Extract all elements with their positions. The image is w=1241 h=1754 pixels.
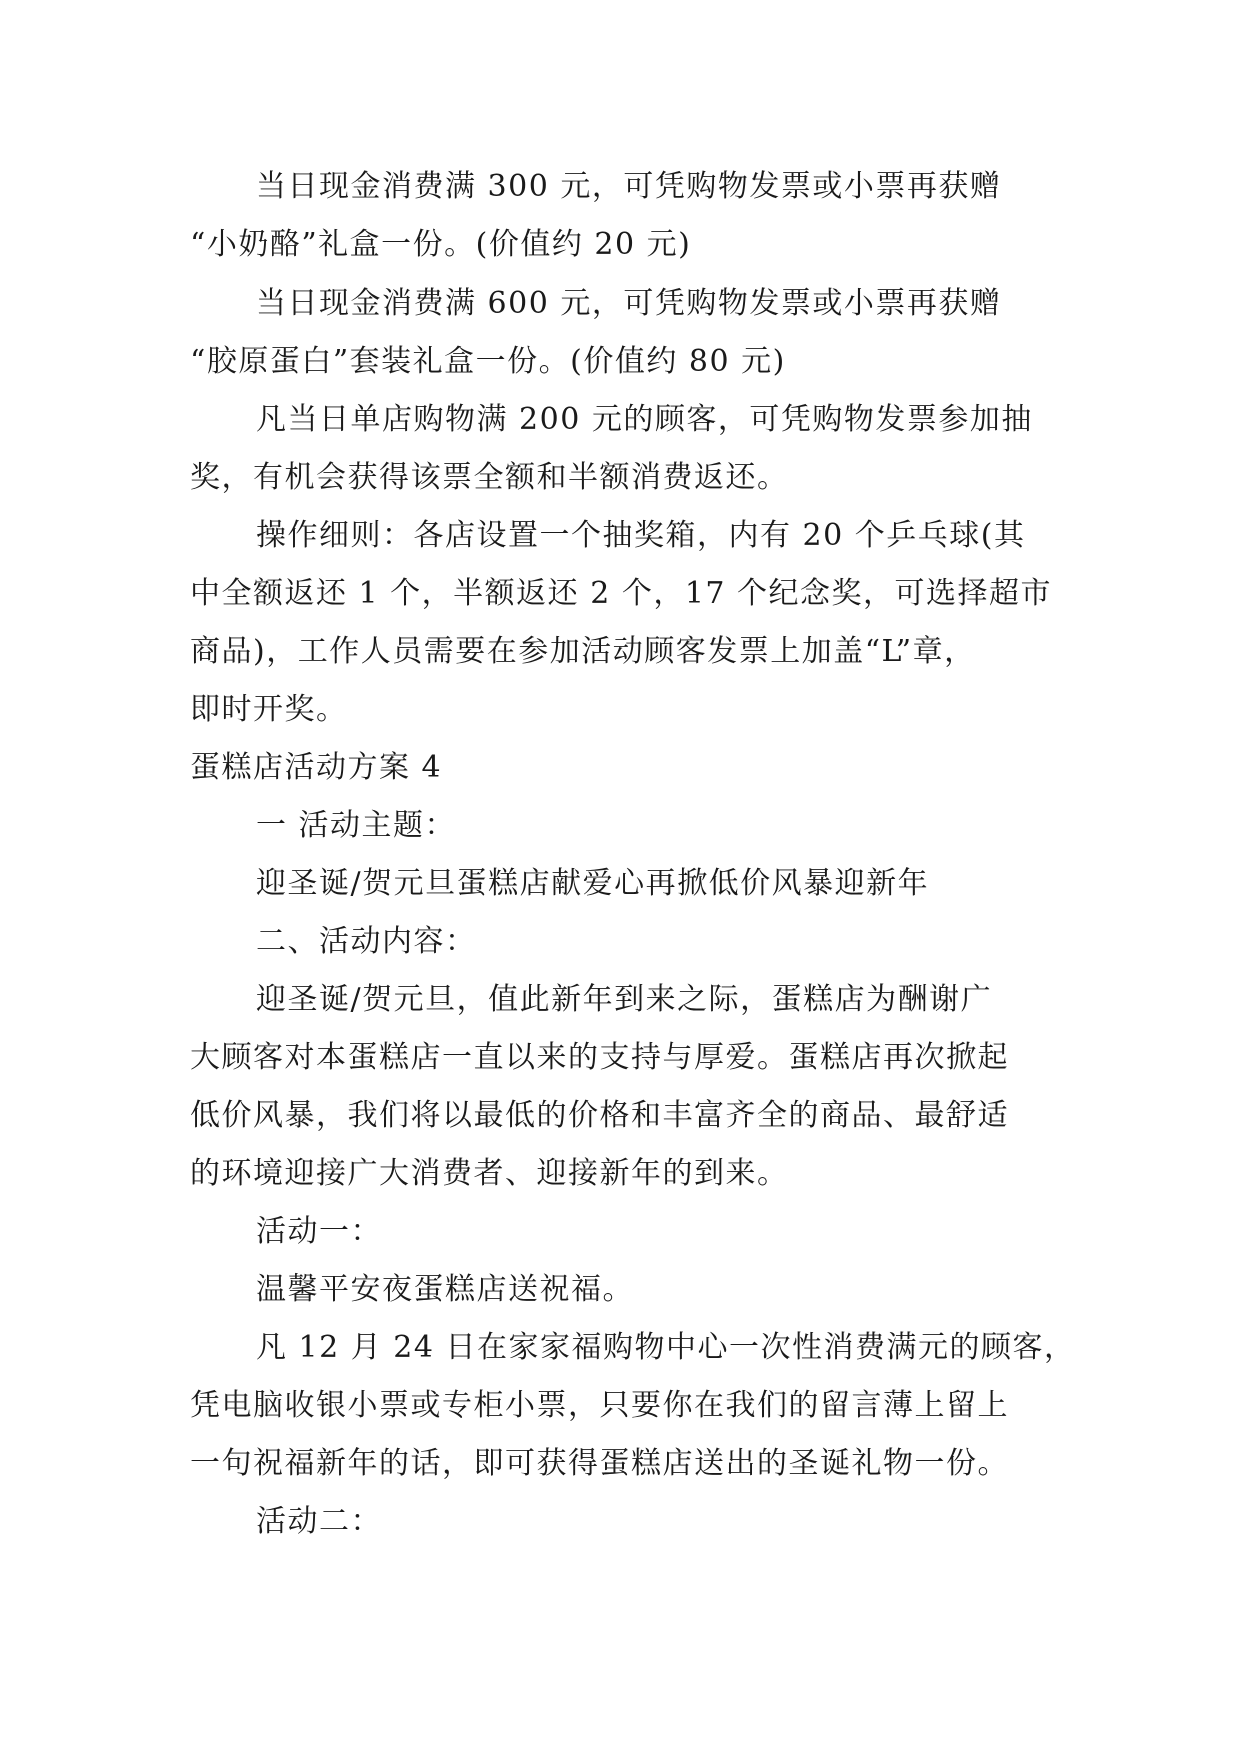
paragraph-line: 即时开奖。 [190, 692, 348, 727]
paragraph-line: “小奶酪”礼盒一份。(价值约 20 元) [190, 227, 692, 262]
paragraph-line: 凡 12 月 24 日在家家福购物中心一次性消费满元的顾客， [256, 1330, 1076, 1365]
paragraph-line: 活动一： [256, 1214, 382, 1249]
paragraph-line: 温馨平安夜蛋糕店送祝福。 [256, 1272, 634, 1307]
paragraph-line: 迎圣诞/贺元旦，值此新年到来之际，蛋糕店为酬谢广 [256, 982, 993, 1017]
paragraph-line: 凭电脑收银小票或专柜小票，只要你在我们的留言薄上留上 [190, 1388, 1009, 1423]
paragraph-line: 奖，有机会获得该票全额和半额消费返还。 [190, 460, 789, 495]
paragraph-line: 活动二： [256, 1504, 382, 1539]
paragraph-line: 大顾客对本蛋糕店一直以来的支持与厚爱。蛋糕店再次掀起 [190, 1040, 1009, 1075]
section-heading: 蛋糕店活动方案 4 [190, 750, 443, 785]
paragraph-line: 当日现金消费满 300 元，可凭购物发票或小票再获赠 [256, 169, 1002, 204]
paragraph-line: 迎圣诞/贺元旦蛋糕店献爱心再掀低价风暴迎新年 [256, 866, 930, 901]
paragraph-line: 凡当日单店购物满 200 元的顾客，可凭购物发票参加抽 [256, 402, 1033, 437]
paragraph-line: 商品)，工作人员需要在参加活动顾客发票上加盖“L”章， [190, 634, 976, 669]
paragraph-line: 中全额返还 1 个，半额返还 2 个，17 个纪念奖，可选择超市 [190, 576, 1053, 611]
paragraph-line: 低价风暴，我们将以最低的价格和丰富齐全的商品、最舒适 [190, 1098, 1009, 1133]
paragraph-line: “胶原蛋白”套装礼盒一份。(价值约 80 元) [190, 344, 786, 379]
paragraph-line: 二、活动内容： [256, 924, 477, 959]
paragraph-line: 当日现金消费满 600 元，可凭购物发票或小票再获赠 [256, 286, 1002, 321]
paragraph-line: 的环境迎接广大消费者、迎接新年的到来。 [190, 1156, 789, 1191]
paragraph-line: 一句祝福新年的话，即可获得蛋糕店送出的圣诞礼物一份。 [190, 1446, 1009, 1481]
paragraph-line: 一 活动主题： [256, 808, 457, 843]
paragraph-line: 操作细则：各店设置一个抽奖箱，内有 20 个乒乓球(其 [256, 518, 1026, 553]
